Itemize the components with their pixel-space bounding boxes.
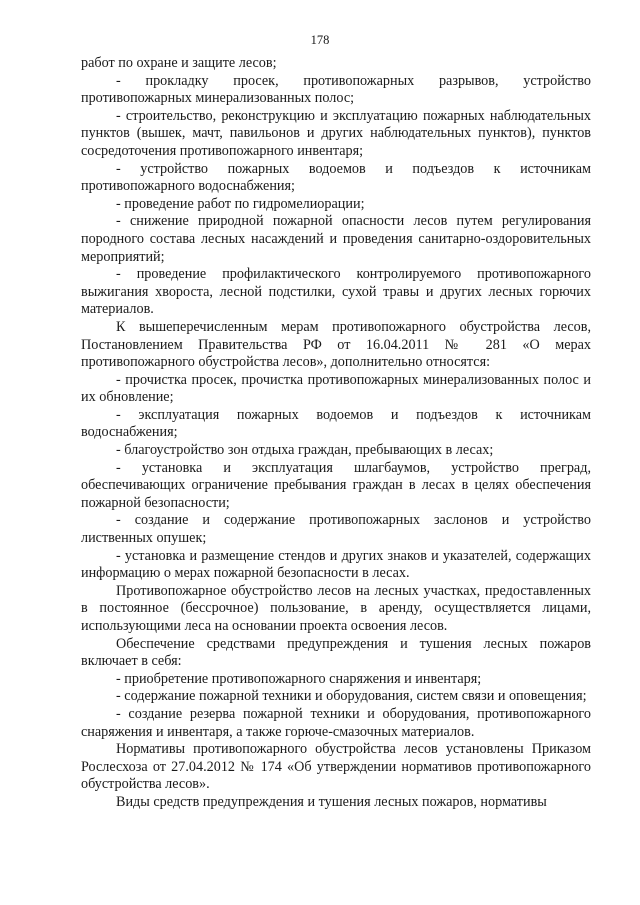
paragraph: Нормативы противопожарного обустройства лесов установлены Приказом Рослесхоза от 27.04.2012 № 174 «Об утверждении нормативов противопожарного обустройства лесов». [81, 741, 591, 793]
document-text-body [81, 55, 591, 812]
paragraph: К вышеперечисленным мерам противопожарного обустройства лесов, Постановлением Правительства РФ от 16.04.2011 № 281 «О мерах противопожарного обустройства лесов», дополнительно относятся: [81, 318, 591, 371]
paragraph: работ по охране и защите лесов; [81, 55, 277, 71]
paragraph: - эксплуатация пожарных водоемов и подъездов к источникам водоснабжения; [81, 406, 591, 441]
paragraph: - проведение профилактического контролируемого противопожарного выжигания хвороста, лесной подстилки, сухой травы и других лесных горючих материалов. [81, 266, 591, 318]
paragraph: Виды средств предупреждения и тушения лесных пожаров, нормативы [116, 793, 547, 810]
paragraph: - проведение работ по гидромелиорации; [116, 195, 365, 212]
paragraph: - установка и размещение стендов и других знаков и указателей, содержащих информацию о мерах пожарной безопасности в лесах. [81, 547, 591, 582]
paragraph: - снижение природной пожарной опасности лесов путем регулирования породного состава лесных насаждений и проведения санитарно-оздоровительных мероприятий; [81, 213, 591, 265]
page-number: 178 [310, 33, 330, 47]
paragraph: Противопожарное обустройство лесов на лесных участках, предоставленных в постоянное (бессрочное) пользование, в аренду, осуществляется лицами, использующими леса на основании проекта освоения лесов. [81, 582, 591, 634]
paragraph: - прочистка просек, прочистка противопожарных минерализованных полос и их обновление; [81, 371, 591, 406]
paragraph: Обеспечение средствами предупреждения и тушения лесных пожаров включает в себя: [81, 635, 591, 670]
paragraph: - создание резерва пожарной техники и оборудования, противопожарного снаряжения и инвентаря, а также горюче-смазочных материалов. [81, 705, 591, 740]
paragraph: - установка и эксплуатация шлагбаумов, устройство преград, обеспечивающих ограничение пребывания граждан в лесах в целях обеспечения пожарной безопасности; [81, 459, 591, 511]
paragraph: - строительство, реконструкцию и эксплуатацию пожарных наблюдательных пунктов (вышек, мачт, павильонов и других наблюдательных пунктов), пунктов сосредоточения противопожарного инвентаря; [81, 107, 591, 159]
paragraph: - прокладку просек, противопожарных разрывов, устройство противопожарных минерализованных полос; [81, 72, 591, 107]
paragraph: - устройство пожарных водоемов и подъездов к источникам противопожарного водоснабжения; [81, 160, 591, 195]
paragraph: - благоустройство зон отдыха граждан, пребывающих в лесах; [116, 442, 494, 459]
paragraph: - содержание пожарной техники и оборудования, систем связи и оповещения; [116, 688, 587, 705]
paragraph: - приобретение противопожарного снаряжения и инвентаря; [116, 670, 482, 687]
paragraph: - создание и содержание противопожарных заслонов и устройство лиственных опушек; [81, 512, 591, 547]
